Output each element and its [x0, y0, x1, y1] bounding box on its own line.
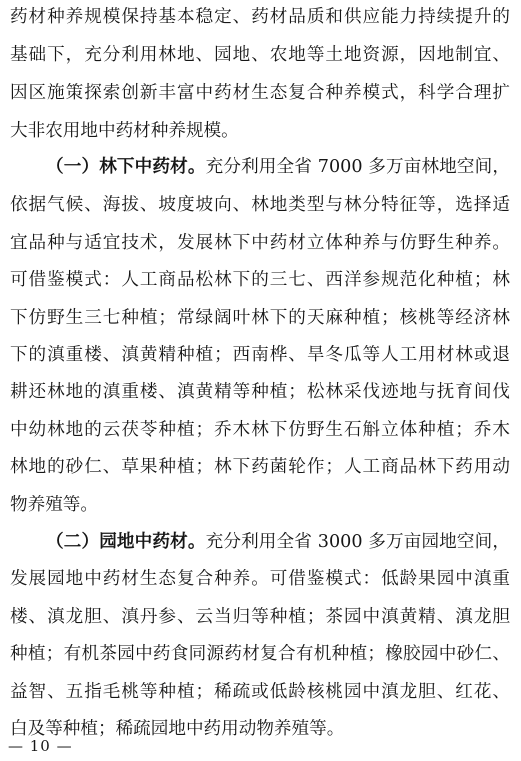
- body-line: 楼、滇龙胆、滇丹参、云当归等种植；茶园中滇黄精、滇龙胆: [10, 607, 510, 627]
- section-2-first-line: [46, 527, 510, 557]
- body-line: 发展园地中药材生态复合种养。可借鉴模式：低龄果园中滇重: [10, 569, 510, 589]
- body-line: 下的滇重楼、滇黄精种植；西南桦、旱冬瓜等人工用材林或退: [10, 345, 510, 365]
- body-line: 基础下，充分利用林地、园地、农地等土地资源，因地制宜、: [10, 45, 510, 65]
- body-line: 林地的砂仁、草果种植；林下药菌轮作；人工商品林下药用动: [10, 457, 510, 477]
- body-line: 白及等种植；稀疏园地中药用动物养殖等。: [10, 719, 345, 739]
- body-line: 依据气候、海拔、坡度坡向、林地类型与林分特征等，选择适: [10, 195, 510, 215]
- page-number: — 10 —: [8, 737, 73, 755]
- body-line: 耕还林地的滇重楼、滇黄精等种植；松林采伐迹地与抚育间伐: [10, 382, 510, 402]
- body-line: 药材种养规模保持基本稳定、药材品质和供应能力持续提升的: [10, 7, 510, 27]
- body-line: 可借鉴模式：人工商品松林下的三七、西洋参规范化种植；林: [10, 270, 510, 290]
- body-line: 益智、五指毛桃等种植；稀疏或低龄核桃园中滇龙胆、红花、: [10, 682, 510, 702]
- section-2-heading: （二）园地中药材。: [46, 532, 206, 552]
- body-line: 中幼林地的云茯苓种植；乔木林下仿野生石斛立体种植；乔木: [10, 420, 510, 440]
- body-line: 大非农用地中药材种养规模。: [10, 121, 239, 141]
- body-line: 种植；有机茶园中药食同源药材复合有机种植；橡胶园中砂仁、: [10, 644, 510, 664]
- body-line: 下仿野生三七种植；常绿阔叶林下的天麻种植；核桃等经济林: [10, 308, 510, 328]
- body-line: 因区施策探索创新丰富中药材生态复合种养模式，科学合理扩: [10, 83, 510, 103]
- section-1-first-line-text: 充分利用全省 7000 多万亩林地空间，: [205, 157, 510, 177]
- section-1-heading: （一）林下中药材。: [46, 157, 206, 177]
- section-2-first-line-text: 充分利用全省 3000 多万亩园地空间，: [205, 532, 510, 552]
- body-line: 物养殖等。: [10, 495, 98, 515]
- body-line: 宜品种与适宜技术，发展林下中药材立体种养与仿野生种养。: [10, 233, 510, 253]
- section-1-first-line: [46, 152, 510, 182]
